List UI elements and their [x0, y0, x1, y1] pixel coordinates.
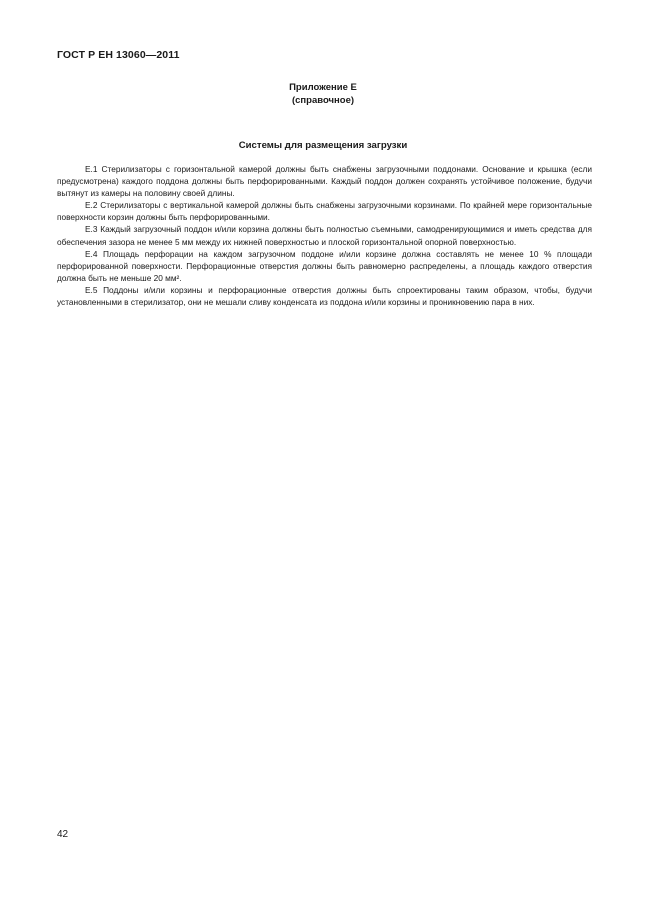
standard-code-header: ГОСТ Р ЕН 13060—2011 [57, 49, 180, 61]
appendix-subtitle: (справочное) [291, 95, 355, 106]
paragraph-e2: Е.2 Стерилизаторы с вертикальной камерой должны быть снабжены загрузочными корзинами. По крайней мере горизонтальные поверхности корзин должны быть перфорированными. [57, 200, 592, 223]
paragraph-e3: Е.3 Каждый загрузочный поддон и/или корзина должны быть полностью съемными, самодренирующимися и иметь средства для обеспечения зазора не менее 5 мм между их нижней поверхностью и плоской горизонтальной опорной поверхностью. [57, 224, 592, 247]
paragraph-e4: Е.4 Площадь перфорации на каждом загрузочном поддоне и/или корзине должна составлять не менее 10 % площади перфорированной поверхности. Перфорационные отверстия должны быть равномерно распределены, а площадь каждого отверстия должна быть не меньше 20 мм². [57, 248, 592, 283]
page-number: 42 [57, 829, 69, 840]
paragraph-e1: Е.1 Стерилизаторы с горизонтальной камерой должны быть снабжены загрузочными поддонами. Основание и крышка (если предусмотрена) каждого поддона должны быть перфорированными. Каждый поддон должен сохранять устойчивое положение, будучи вытянут из камеры на половину своей длины. [57, 164, 592, 199]
appendix-heading [0, 81, 646, 107]
paragraph-e5: Е.5 Поддоны и/или корзины и перфорационные отверстия должны быть спроектированы таким образом, чтобы, будучи установленными в стерилизатор, они не мешали сливу конденсата из поддона и/или корзины и проникновению пара в них. [57, 284, 592, 308]
appendix-title: Приложение Е [289, 82, 357, 93]
section-title: Системы для размещения загрузки [238, 140, 408, 151]
body-text [57, 163, 592, 308]
